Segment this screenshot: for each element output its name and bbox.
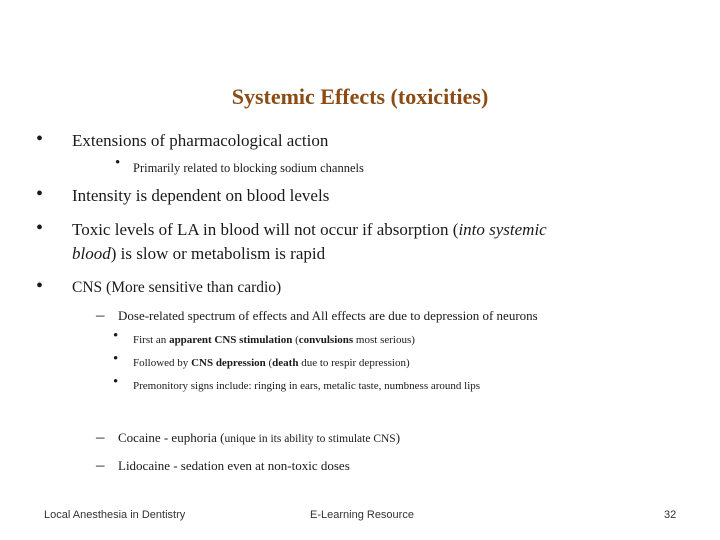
dash-dose-related: Dose-related spectrum of effects and All effects are due to depression of neurons [118,308,538,323]
text-run: ( [265,357,273,369]
bullet-marker: • [115,155,121,171]
bullet-cns: CNS (More sensitive than cardio) [72,279,282,296]
text-run: Toxic levels of LA in blood will not occur if absorption ( [72,220,459,239]
bullet-marker: • [36,217,44,239]
text-run: ( [292,334,299,346]
sub-bullet-sodium-channels: Primarily related to blocking sodium channels [133,161,364,175]
text-run: ) is slow or metabolism is rapid [110,244,326,263]
text-run: due to respir depression) [298,357,410,369]
bold-run: convulsions [298,334,354,346]
slide-title: Systemic Effects (toxicities) [231,84,489,109]
dash-marker: – [96,427,105,446]
bullet-marker: • [113,374,119,390]
text-run: Cocaine - euphoria ( [118,430,225,445]
sub-bullet-cns-depression [133,357,410,369]
bullet-extensions: Extensions of pharmacological action [72,131,329,150]
bullet-marker: • [36,275,44,297]
bold-run: apparent CNS stimulation [169,334,293,346]
sub-bullet-premonitory-signs: Premonitory signs include: ringing in ears, metalic taste, numbness around lips [133,380,481,392]
bullet-marker: • [36,128,44,150]
bullet-toxic-levels-line1 [72,220,547,240]
dash-marker: – [96,305,105,324]
dash-cocaine [118,430,400,446]
bullet-marker: • [113,328,119,344]
bold-run: CNS depression [191,357,266,369]
sub-bullet-cns-stimulation [133,334,415,346]
footer-resource-label: E-Learning Resource [310,509,414,521]
dash-marker: – [96,455,105,474]
page-number: 32 [664,509,677,521]
text-run: most serious) [353,334,415,346]
bullet-toxic-levels-line2 [72,244,325,264]
italic-run: blood [72,244,111,263]
footer-course-title: Local Anesthesia in Dentistry [44,509,186,521]
bullet-marker: • [36,183,44,205]
text-run: Followed by [133,357,192,369]
text-run: ) [395,430,401,445]
italic-run: into systemic [458,220,547,239]
bold-run: death [272,357,299,369]
small-text-run: unique in its ability to stimulate CNS [224,433,396,445]
dash-lidocaine: Lidocaine - sedation even at non-toxic doses [118,458,350,473]
bullet-intensity: Intensity is dependent on blood levels [72,186,330,205]
bullet-marker: • [113,351,119,367]
text-run: First an [133,334,170,346]
